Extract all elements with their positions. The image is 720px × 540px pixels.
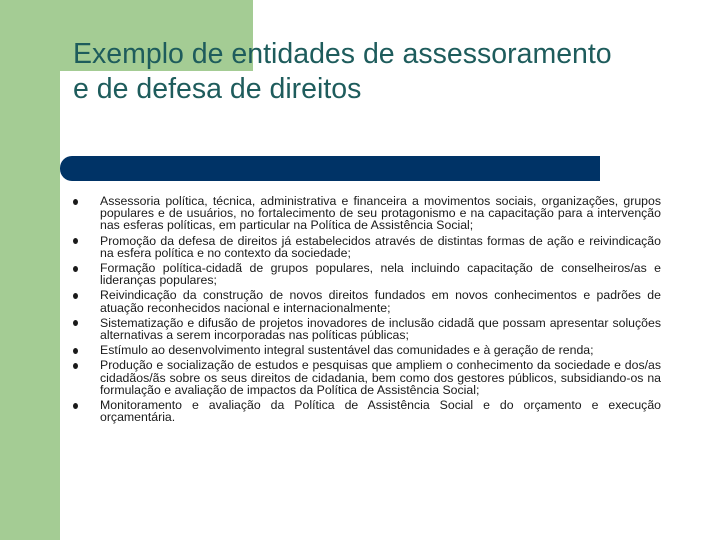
bullet-text: Estímulo ao desenvolvimento integral sustentável das comunidades e à geração de renda;	[100, 343, 594, 358]
bullet-icon	[73, 266, 78, 272]
list-item	[73, 235, 661, 259]
bullet-text: Produção e socialização de estudos e pesquisas que ampliem o conhecimento da sociedade e dos/as cidadãos/ãs sobre os seus direitos de cidadania, bem como dos gestores públicos, subsidiando-os na formulação e avaliação de impactos da Política de Assistência Social;	[100, 358, 661, 397]
bullet-icon	[73, 320, 78, 326]
list-item	[73, 289, 661, 313]
list-item	[73, 195, 661, 232]
title-divider-bar	[60, 156, 600, 181]
left-green-strip	[0, 0, 60, 540]
bullet-list	[73, 195, 661, 426]
bullet-icon	[73, 199, 78, 205]
slide-title: Exemplo de entidades de assessoramento e de defesa de direitos	[73, 38, 612, 105]
bullet-text: Formação política-cidadã de grupos populares, nela incluindo capacitação de conselheiros/as e lideranças populares;	[100, 261, 661, 288]
list-item	[73, 399, 661, 423]
bullet-text: Assessoria política, técnica, administrativa e financeira a movimentos sociais, organizações, grupos populares e de usuários, no fortalecimento de seu protagonismo e na capacitação para a intervenção nas esferas políticas, em particular na Política de Assistência Social;	[100, 194, 661, 233]
bullet-text: Promoção da defesa de direitos já estabelecidos através de distintas formas de ação e reivindicação na esfera política e no contexto da sociedade;	[100, 233, 661, 260]
list-item	[73, 359, 661, 396]
bullet-icon	[73, 238, 78, 244]
bullet-text: Reivindicação da construção de novos direitos fundados em novos conhecimentos e padrões de atuação reconhecidos nacional e internacionalmente;	[100, 288, 661, 315]
bullet-icon	[73, 403, 78, 409]
list-item	[73, 262, 661, 286]
bullet-text: Sistematização e difusão de projetos inovadores de inclusão cidadã que possam apresentar soluções alternativas a serem incorporadas nas políticas públicas;	[100, 315, 661, 343]
bullet-icon	[73, 348, 78, 354]
bullet-icon	[73, 363, 78, 369]
bullet-icon	[73, 293, 78, 299]
list-item	[73, 317, 661, 341]
list-item	[73, 344, 661, 356]
bullet-text: Monitoramento e avaliação da Política de Assistência Social e do orçamento e execução orçamentária.	[100, 398, 661, 425]
